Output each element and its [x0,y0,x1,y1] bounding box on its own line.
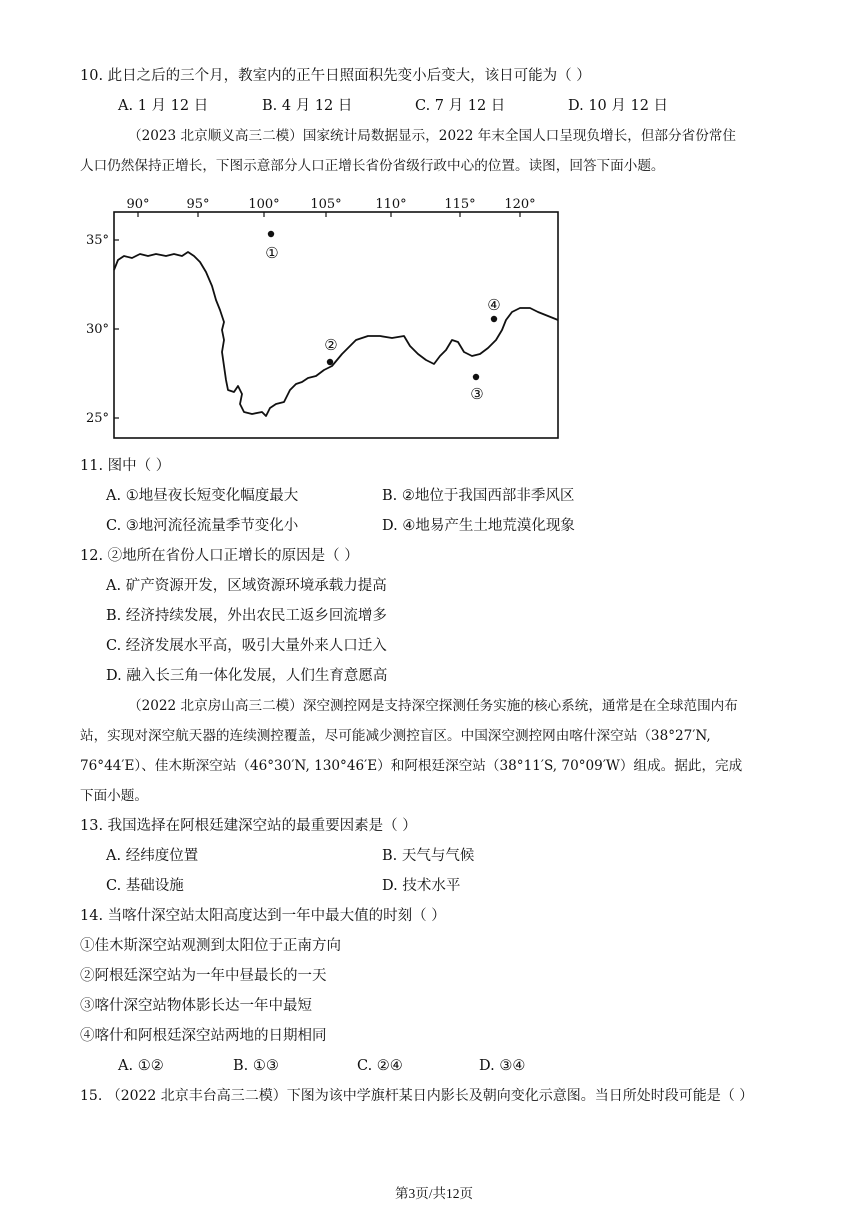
lon-tick-120: 120° [504,197,536,212]
q12-option-c: C. 经济发展水平高，吸引大量外来人口迁入 [106,638,387,654]
intro1-line2: 人口仍然保持正增长，下图示意部分人口正增长省份省级行政中心的位置。读图，回答下面小题。 [80,158,665,174]
lon-tick-100: 100° [248,197,280,212]
page-footer: 第3页/共12页 [394,1186,473,1201]
lat-tick-30: 30° [86,322,110,337]
point-2-label: ② [324,336,338,354]
q13-option-b: B. 天气与气候 [382,848,475,864]
q12-option-d: D. 融入长三角一体化发展，人们生育意愿高 [106,668,388,684]
q13-option-c: C. 基础设施 [106,878,184,894]
q10-option-a: A. 1 月 12 日 [118,98,209,114]
q11-option-d: D. ④地易产生土地荒漠化现象 [382,518,575,534]
q10-stem: 10. 此日之后的三个月，教室内的正午日照面积先变小后变大，该日可能为（ ） [80,68,591,84]
intro2-line1: （2022 北京房山高三二模）深空测控网是支持深空探测任务实施的核心系统，通常是在全球范围内布 [128,698,738,714]
lat-tick-35: 35° [86,233,110,248]
q14-item-3: ③喀什深空站物体影长达一年中最短 [80,998,312,1014]
q15-stem: 15. （2022 北京丰台高三二模）下图为该中学旗杆某日内影长及朝向变化示意图。当日所处时段可能是（ ） [80,1088,754,1104]
q10-option-b: B. 4 月 12 日 [262,98,353,114]
q10-option-d: D. 10 月 12 日 [568,98,669,114]
q14-option-c: C. ②④ [357,1058,403,1074]
q12-stem: 12. ②地所在省份人口正增长的原因是（ ） [80,548,359,564]
q12-option-b: B. 经济持续发展，外出农民工返乡回流增多 [106,608,387,624]
map-frame [114,212,558,438]
point-3-dot [473,374,479,380]
point-1-dot [268,231,274,237]
lon-tick-110: 110° [375,197,407,212]
q11-option-b: B. ②地位于我国西部非季风区 [382,488,575,504]
q14-option-b: B. ①③ [233,1058,279,1074]
q14-item-2: ②阿根廷深空站为一年中昼最长的一天 [80,968,327,984]
q11-option-c: C. ③地河流径流量季节变化小 [106,518,299,534]
lon-tick-90: 90° [126,197,150,212]
point-4-label: ④ [487,296,501,314]
point-1-label: ① [265,244,279,262]
intro2-line2: 站，实现对深空航天器的连续测控覆盖，尽可能减少测控盲区。中国深空测控网由喀什深空站（38°27′N, [80,728,711,744]
q12-option-a: A. 矿产资源开发，区域资源环境承载力提高 [106,578,387,594]
point-3-label: ③ [470,385,484,403]
river-line [114,252,558,416]
q10-option-c: C. 7 月 12 日 [415,98,506,114]
intro2-line3: 76°44′E）、佳木斯深空站（46°30′N, 130°46′E）和阿根廷深空站（38°11′S, 70°09′W）组成。据此，完成 [80,758,743,774]
province-map [80,190,570,445]
q13-option-d: D. 技术水平 [382,878,461,894]
lon-tick-105: 105° [310,197,342,212]
q14-stem: 14. 当喀什深空站太阳高度达到一年中最大值的时刻（ ） [80,908,446,924]
q13-stem: 13. 我国选择在阿根廷建深空站的最重要因素是（ ） [80,818,417,834]
q14-item-4: ④喀什和阿根廷深空站两地的日期相同 [80,1028,327,1044]
q14-option-d: D. ③④ [479,1058,526,1074]
intro2-line4: 下面小题。 [80,788,148,804]
intro1-line1: （2023 北京顺义高三二模）国家统计局数据显示，2022 年末全国人口呈现负增长，但部分省份常住 [128,128,736,144]
q13-option-a: A. 经纬度位置 [106,848,199,864]
lon-tick-95: 95° [186,197,210,212]
q11-stem: 11. 图中（ ） [80,458,171,474]
lat-tick-25: 25° [86,411,110,426]
q14-option-a: A. ①② [118,1058,164,1074]
q11-option-a: A. ①地昼夜长短变化幅度最大 [106,488,299,504]
lon-tick-115: 115° [444,197,476,212]
point-4-dot [491,316,497,322]
q14-item-1: ①佳木斯深空站观测到太阳位于正南方向 [80,938,341,954]
point-2-dot [327,359,333,365]
